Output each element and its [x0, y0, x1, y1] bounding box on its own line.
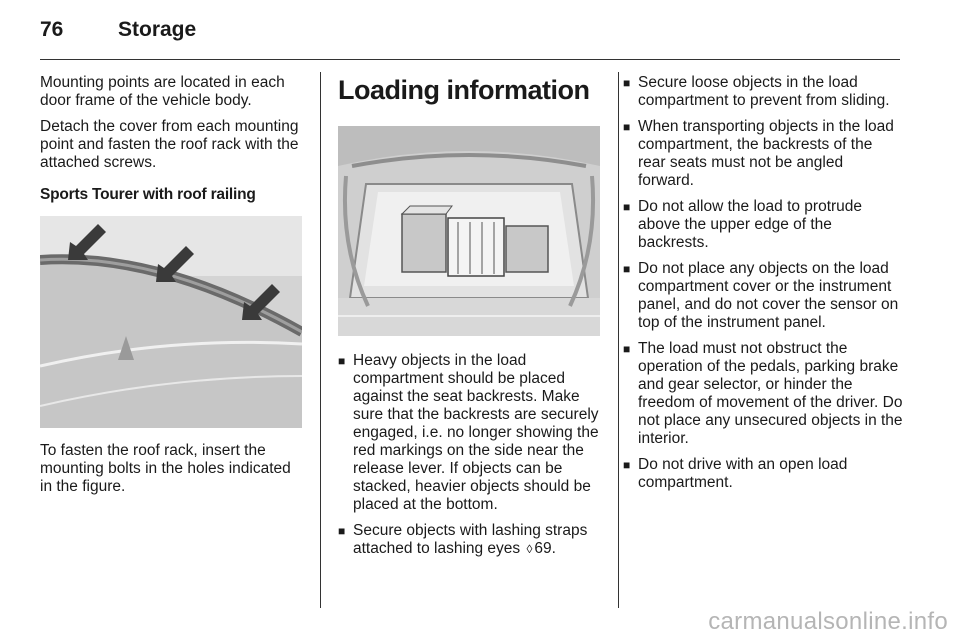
page-number: 76 — [40, 18, 64, 41]
watermark: carmanualsonline.info — [708, 608, 948, 635]
paragraph-mounting-points: Mounting points are located in each door frame of the vehicle body. — [40, 74, 285, 109]
list-item: ■ Secure loose objects in the load compartment to prevent from sliding. — [623, 74, 890, 109]
load-compartment-figure — [338, 126, 600, 336]
list-item: ■ Do not allow the load to protrude above the upper edge of the backrests. — [623, 198, 863, 251]
paragraph-fasten-roof-rack: To fasten the roof rack, insert the mounting bolts in the holes indicated in the figure. — [40, 442, 291, 495]
heading-loading-information: Loading information — [338, 75, 590, 105]
list-item: ■ Secure objects with lashing straps attached to lashing eyes ◊ 69. — [338, 522, 588, 557]
cross-reference-icon: ◊ — [526, 542, 533, 556]
roof-railing-figure — [40, 216, 302, 428]
subheading-sports-tourer: Sports Tourer with roof railing — [40, 186, 256, 203]
list-item: ■ The load must not obstruct the operation of the pedals, parking brake and gear selector, or hinder the freedom of movement of the driver. Do not place any unsecured objects in the interior. — [623, 340, 903, 447]
bullet-icon: ■ — [338, 524, 346, 538]
column-divider-1 — [320, 72, 321, 608]
page-reference: 69. — [534, 540, 556, 557]
column-divider-2 — [618, 72, 619, 608]
loading-rules-list — [623, 74, 903, 492]
list-item: ■ Heavy objects in the load compartment should be placed against the seat backrests. Make sure that the backrests are securely engaged, i.e. no longer showing the red markings on the side near the release lever. If objects can be stacked, heavier objects should be placed at the bottom. — [338, 352, 599, 513]
column-3 — [623, 74, 903, 500]
bullet-icon: ■ — [623, 120, 631, 134]
column-2 — [338, 74, 604, 566]
list-item: ■ When transporting objects in the load compartment, the backrests of the rear seats must not be angled forward. — [623, 118, 894, 189]
bullet-icon: ■ — [623, 200, 631, 214]
bullet-icon: ■ — [338, 354, 346, 368]
paragraph-detach-cover: Detach the cover from each mounting point and fasten the roof rack with the attached screws. — [40, 118, 299, 171]
bullet-icon: ■ — [623, 262, 631, 276]
section-title: Storage — [118, 18, 197, 41]
bullet-icon: ■ — [623, 76, 631, 90]
column-1 — [40, 74, 304, 504]
list-item: ■ Do not place any objects on the load compartment cover or the instrument panel, and do not cover the sensor on top of the instrument panel. — [623, 260, 899, 331]
list-item: ■ Do not drive with an open load compartment. — [623, 456, 848, 491]
bullet-icon: ■ — [623, 342, 631, 356]
loading-bullet-list — [338, 352, 604, 558]
header-divider — [40, 59, 900, 60]
bullet-icon: ■ — [623, 458, 631, 472]
